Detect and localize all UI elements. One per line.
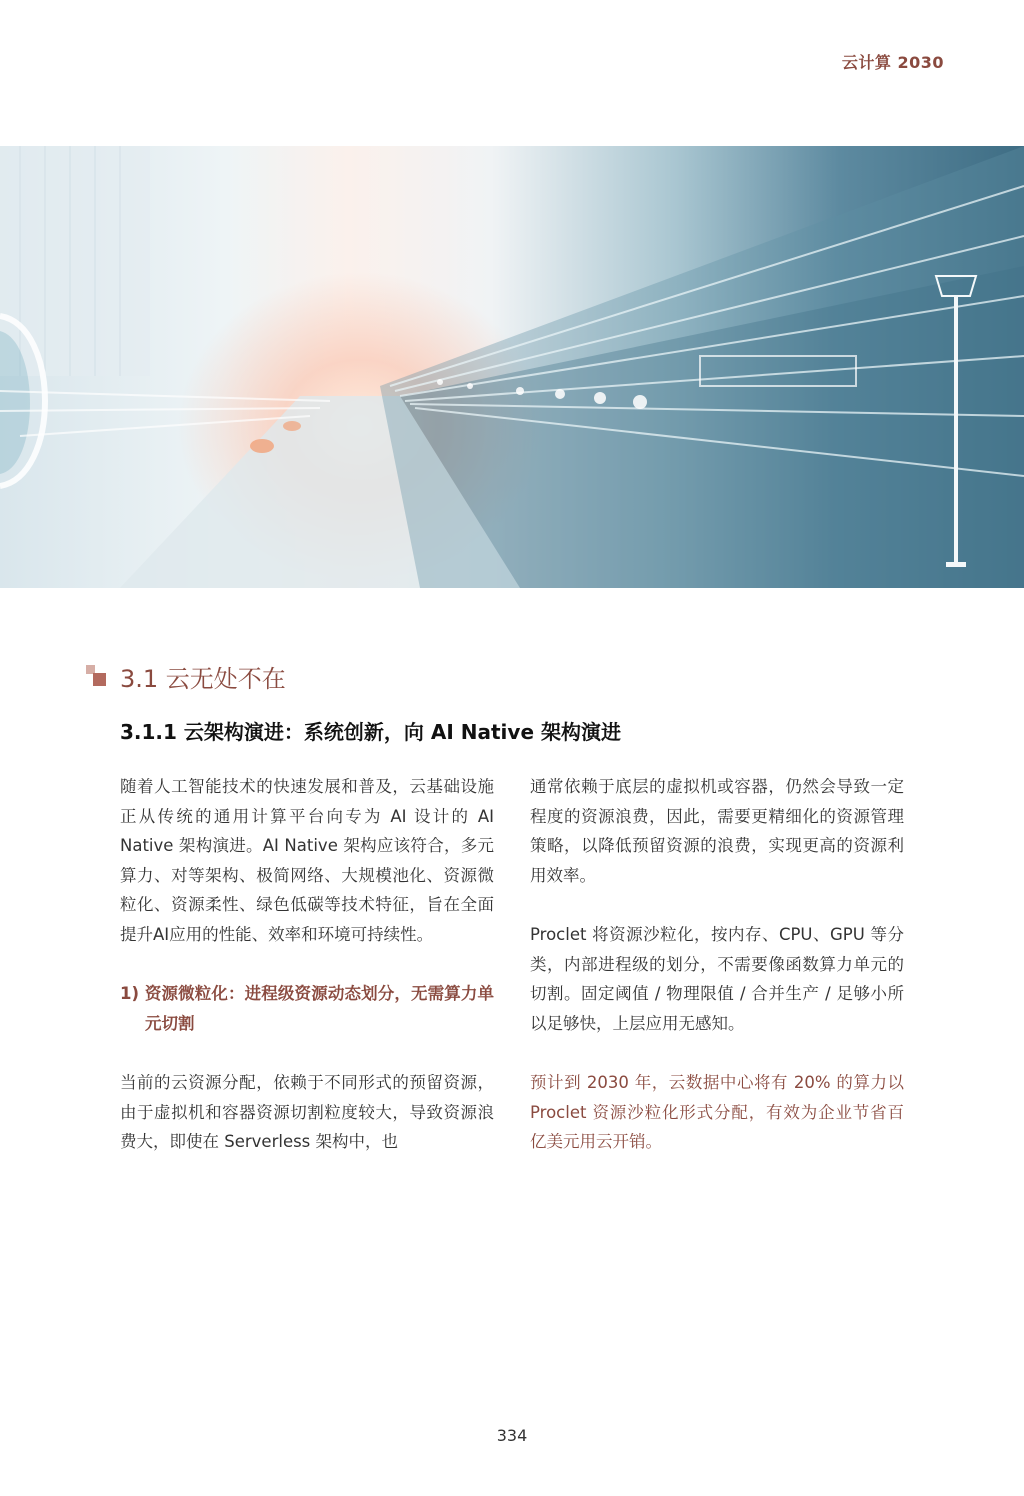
- right-column: [530, 772, 904, 1157]
- page-header-title: 云计算 2030: [841, 53, 944, 72]
- proclet-paragraph: Proclet 将资源沙粒化，按内存、CPU、GPU 等分类，内部进程级的划分，不需要像函数算力单元的切割。固定阈值 / 物理限值 / 合并生产 / 足够小所以足够快，上层应用无感知。: [530, 924, 904, 1033]
- section-heading: [86, 656, 286, 696]
- city-speed-light-illustration-icon: [0, 146, 1024, 588]
- left-column: [120, 772, 494, 1157]
- intro-paragraph: 随着人工智能技术的快速发展和普及，云基础设施正从传统的通用计算平台向专为 AI 设计的 AI Native 架构演进。AI Native 架构应该符合，多元算力、对等架构、极简网络、大规模池化、资源微粒化、资源柔性、绿色低碳等技术特征，旨在全面提升AI应用的性能、效率和环境可持续性。: [120, 777, 494, 944]
- allocation-paragraph: 当前的云资源分配，依赖于不同形式的预留资源，由于虚拟机和容器资源切割粒度较大，导致资源浪费大，即使在 Serverless 架构中，也: [120, 1072, 494, 1152]
- hero-image: [0, 146, 1024, 588]
- subsection-title: 3.1.1 云架构演进：系统创新，向 AI Native 架构演进: [120, 720, 621, 744]
- page-number: 334: [496, 1426, 528, 1445]
- item-heading: 1) 资源微粒化：进程级资源动态划分，无需算力单元切割: [120, 984, 494, 1033]
- continuation-paragraph: 通常依赖于底层的虚拟机或容器，仍然会导致一定程度的资源浪费，因此，需要更精细化的资源管理策略，以降低预留资源的浪费，实现更高的资源利用效率。: [530, 777, 904, 885]
- highlight-paragraph: 预计到 2030 年，云数据中心将有 20% 的算力以 Proclet 资源沙粒化形式分配，有效为企业节省百亿美元用云开销。: [530, 1072, 904, 1152]
- section-title: 3.1 云无处不在: [120, 664, 286, 693]
- section-square-icon: [86, 665, 108, 687]
